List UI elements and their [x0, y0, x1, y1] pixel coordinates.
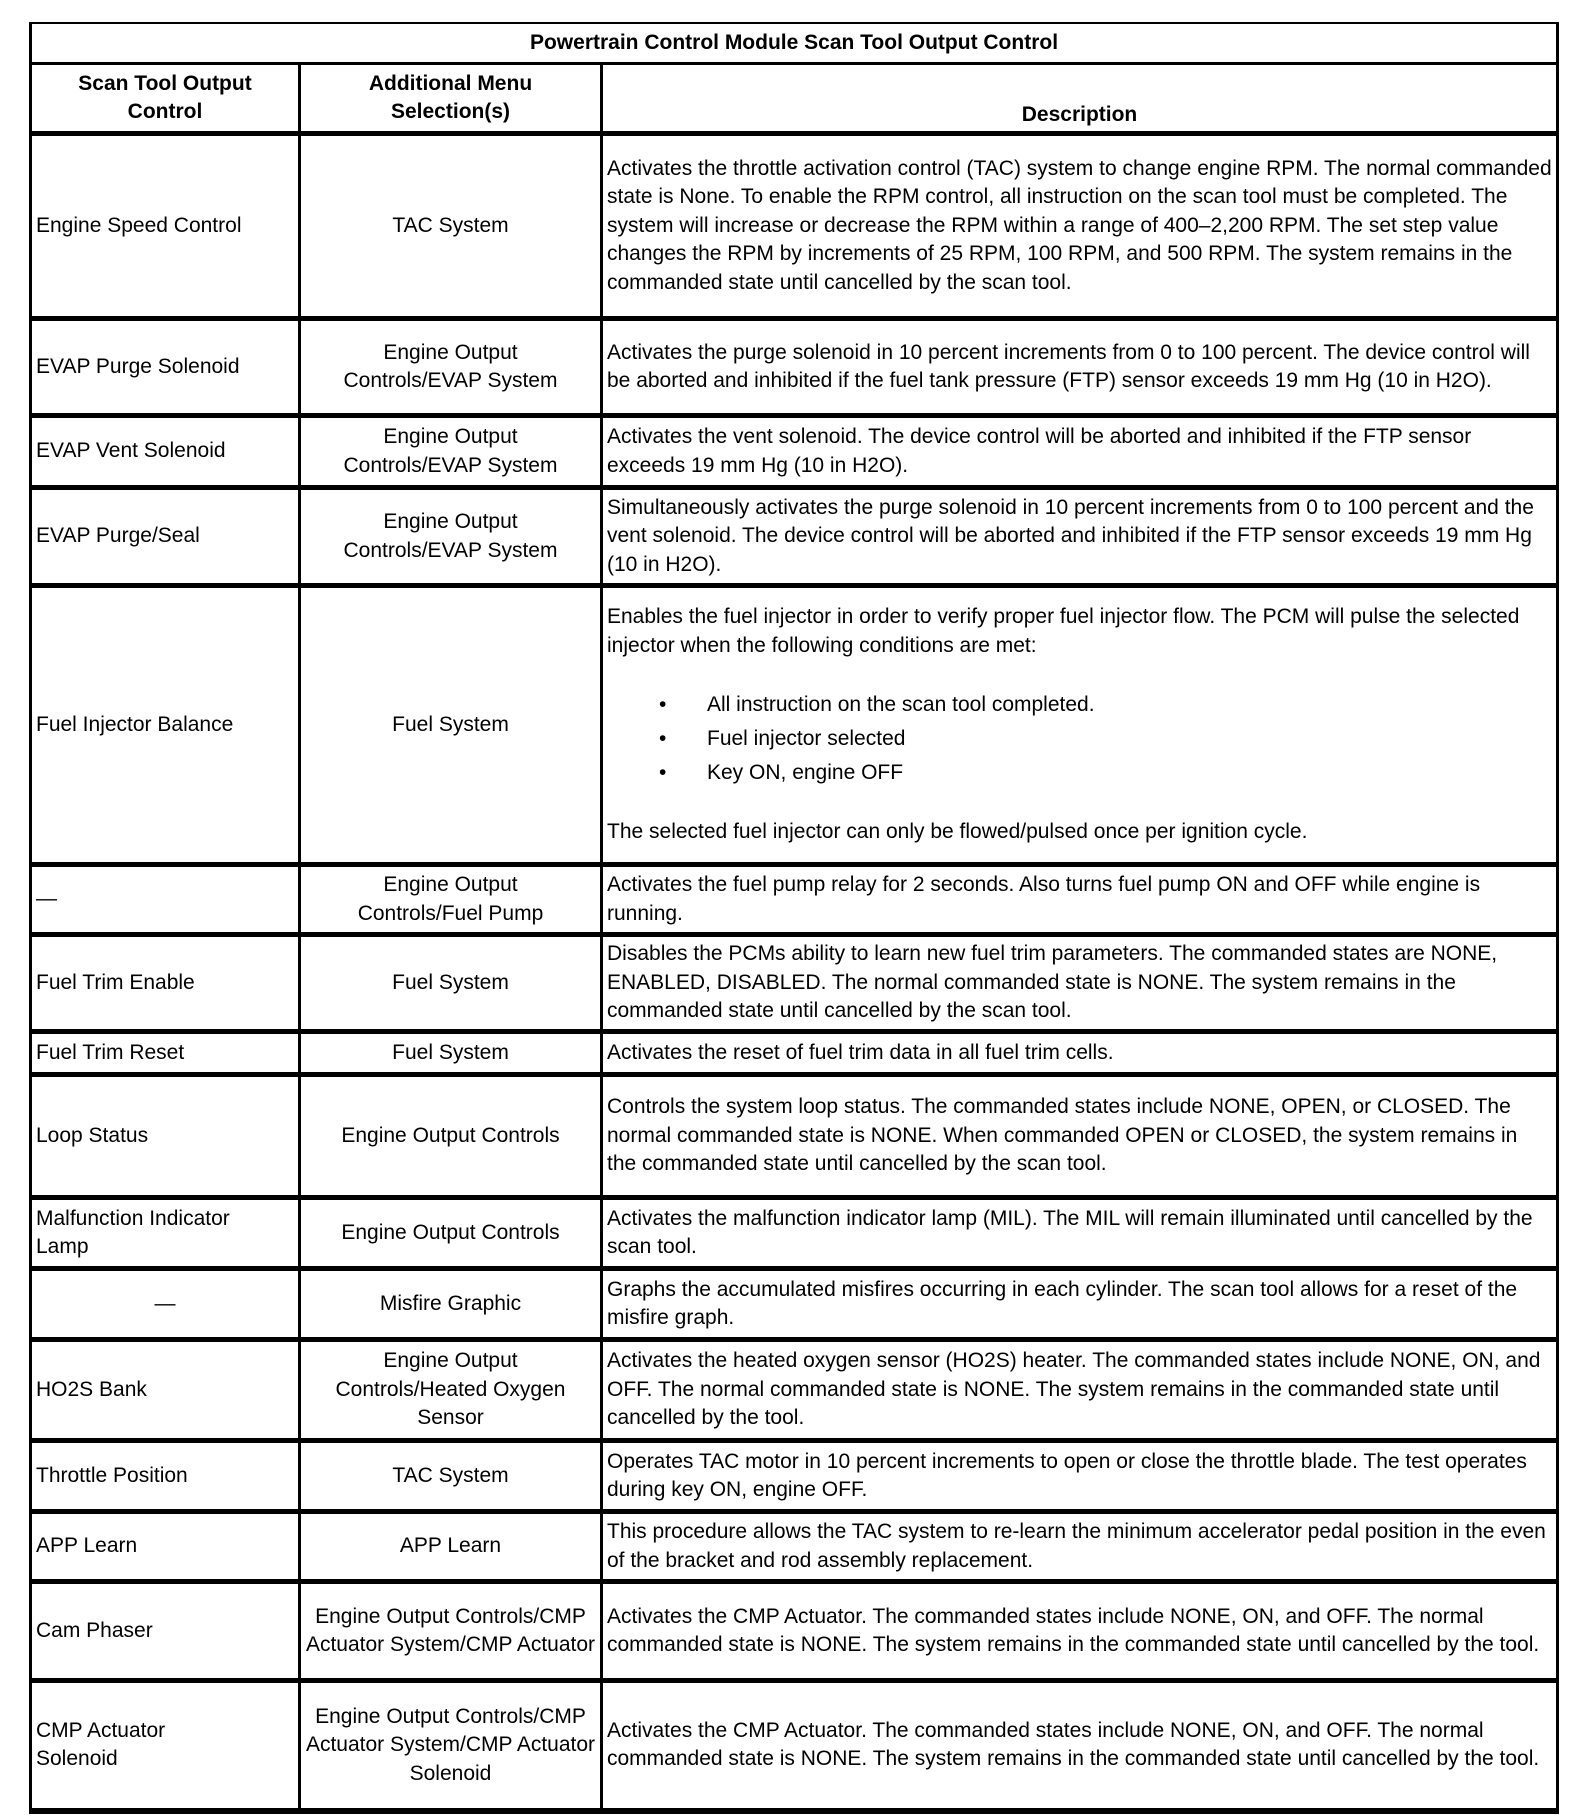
description-cell: Operates TAC motor in 10 percent increments to open or close the throttle blade. The test operates during key ON, engine OFF.: [602, 1441, 1558, 1512]
menu-cell: Engine Output Controls: [300, 1198, 602, 1269]
control-cell: Fuel Trim Reset: [31, 1032, 300, 1075]
menu-cell: Engine Output Controls: [300, 1075, 602, 1198]
description-cell: Graphs the accumulated misfires occurring in each cylinder. The scan tool allows for a reset of the misfire graph.: [602, 1269, 1558, 1340]
control-cell: EVAP Purge Solenoid: [31, 319, 300, 416]
description-intro: Enables the fuel injector in order to verify proper fuel injector flow. The PCM will pulse the selected injector when the following conditions are met:: [607, 605, 1520, 657]
table-row: [31, 1582, 1558, 1681]
menu-cell: TAC System: [300, 134, 602, 319]
menu-cell: Fuel System: [300, 1032, 602, 1075]
table-row: [31, 134, 1558, 319]
table-row: [31, 319, 1558, 416]
column-header-menu: Additional Menu Selection(s): [300, 64, 602, 134]
table-row: [31, 1032, 1558, 1075]
list-item-text: Fuel injector selected: [707, 727, 906, 751]
control-cell: Loop Status: [31, 1075, 300, 1198]
table-header-row: [31, 64, 1558, 134]
control-cell: —: [31, 865, 300, 935]
control-cell: HO2S Bank: [31, 1340, 300, 1441]
list-item: [607, 722, 1552, 756]
table-row: [31, 1198, 1558, 1269]
spacer: [607, 660, 1552, 688]
menu-cell: Engine Output Controls/Heated Oxygen Sensor: [300, 1340, 602, 1441]
table-row: [31, 1075, 1558, 1198]
description-cell: Activates the CMP Actuator. The commanded states include NONE, ON, and OFF. The normal commanded state is NONE. The system remains in the commanded state until cancelled by the tool.: [602, 1681, 1558, 1811]
bullet-icon: •: [659, 761, 667, 785]
bullet-icon: •: [659, 727, 667, 751]
table-row: [31, 488, 1558, 586]
table-row: [31, 1681, 1558, 1811]
conditions-list: [607, 688, 1552, 790]
description-outro: The selected fuel injector can only be flowed/pulsed once per ignition cycle.: [607, 820, 1308, 844]
description-cell: Activates the reset of fuel trim data in all fuel trim cells.: [602, 1032, 1558, 1075]
column-header-description: Description: [602, 64, 1558, 134]
table-row: [31, 935, 1558, 1032]
menu-cell: Engine Output Controls/EVAP System: [300, 488, 602, 586]
table-title: Powertrain Control Module Scan Tool Output Control: [31, 23, 1558, 64]
description-cell: Simultaneously activates the purge solenoid in 10 percent increments from 0 to 100 percent and the vent solenoid. The device control will be aborted and inhibited if the FTP sensor exceeds 19 mm Hg (10 in H2O).: [602, 488, 1558, 586]
control-cell: Throttle Position: [31, 1441, 300, 1512]
scan-tool-output-control-table: [29, 22, 1559, 1814]
description-cell: This procedure allows the TAC system to re-learn the minimum accelerator pedal position in the even of the bracket and rod assembly replacement.: [602, 1512, 1558, 1582]
menu-cell: TAC System: [300, 1441, 602, 1512]
control-cell: Engine Speed Control: [31, 134, 300, 319]
description-cell: Disables the PCMs ability to learn new fuel trim parameters. The commanded states are NONE, ENABLED, DISABLED. The normal commanded state is NONE. The system remains in the commanded state until cancelled by the scan tool.: [602, 935, 1558, 1032]
menu-cell: Fuel System: [300, 586, 602, 865]
description-cell: [602, 586, 1558, 865]
list-item: [607, 756, 1552, 790]
menu-cell: APP Learn: [300, 1512, 602, 1582]
table-row: [31, 1340, 1558, 1441]
menu-cell: Engine Output Controls/CMP Actuator System/CMP Actuator: [300, 1582, 602, 1681]
menu-cell: Fuel System: [300, 935, 602, 1032]
description-cell: Activates the throttle activation control (TAC) system to change engine RPM. The normal commanded state is None. To enable the RPM control, all instruction on the scan tool must be completed. The system will increase or decrease the RPM within a range of 400–2,200 RPM. The set step value changes the RPM by increments of 25 RPM, 100 RPM, and 500 RPM. The system remains in the commanded state until cancelled by the scan tool.: [602, 134, 1558, 319]
description-cell: Controls the system loop status. The commanded states include NONE, OPEN, or CLOSED. The normal commanded state is NONE. When commanded OPEN or CLOSED, the system remains in the commanded state until cancelled by the scan tool.: [602, 1075, 1558, 1198]
description-cell: Activates the malfunction indicator lamp (MIL). The MIL will remain illuminated until cancelled by the scan tool.: [602, 1198, 1558, 1269]
table-row: [31, 586, 1558, 865]
menu-cell: Engine Output Controls/EVAP System: [300, 416, 602, 488]
description-cell: Activates the vent solenoid. The device control will be aborted and inhibited if the FTP sensor exceeds 19 mm Hg (10 in H2O).: [602, 416, 1558, 488]
control-cell: APP Learn: [31, 1512, 300, 1582]
control-cell: Fuel Trim Enable: [31, 935, 300, 1032]
table-row: [31, 416, 1558, 488]
control-cell: Malfunction Indicator Lamp: [31, 1198, 300, 1269]
bullet-icon: •: [659, 693, 667, 717]
table-row: [31, 1512, 1558, 1582]
spacer: [607, 790, 1552, 818]
list-item-text: All instruction on the scan tool completed.: [707, 693, 1095, 717]
table-row: [31, 1269, 1558, 1340]
control-cell: Fuel Injector Balance: [31, 586, 300, 865]
menu-cell: Misfire Graphic: [300, 1269, 602, 1340]
list-item-text: Key ON, engine OFF: [707, 761, 904, 785]
description-cell: Activates the purge solenoid in 10 percent increments from 0 to 100 percent. The device control will be aborted and inhibited if the fuel tank pressure (FTP) sensor exceeds 19 mm Hg (10 in H2O).: [602, 319, 1558, 416]
list-item: [607, 688, 1552, 722]
control-cell: EVAP Purge/Seal: [31, 488, 300, 586]
control-cell: Cam Phaser: [31, 1582, 300, 1681]
description-cell: Activates the fuel pump relay for 2 seconds. Also turns fuel pump ON and OFF while engine is running.: [602, 865, 1558, 935]
table-row: [31, 865, 1558, 935]
column-header-control: Scan Tool Output Control: [31, 64, 300, 134]
description-cell: Activates the heated oxygen sensor (HO2S) heater. The commanded states include NONE, ON, and OFF. The normal commanded state is NONE. The system remains in the commanded state until cancelled by the tool.: [602, 1340, 1558, 1441]
description-cell: Activates the CMP Actuator. The commanded states include NONE, ON, and OFF. The normal commanded state is NONE. The system remains in the commanded state until cancelled by the tool.: [602, 1582, 1558, 1681]
table-title-row: [31, 23, 1558, 64]
menu-cell: Engine Output Controls/CMP Actuator System/CMP Actuator Solenoid: [300, 1681, 602, 1811]
control-cell: EVAP Vent Solenoid: [31, 416, 300, 488]
control-cell: CMP Actuator Solenoid: [31, 1681, 300, 1811]
control-cell: —: [31, 1269, 300, 1340]
table-row: [31, 1441, 1558, 1512]
menu-cell: Engine Output Controls/EVAP System: [300, 319, 602, 416]
menu-cell: Engine Output Controls/Fuel Pump: [300, 865, 602, 935]
